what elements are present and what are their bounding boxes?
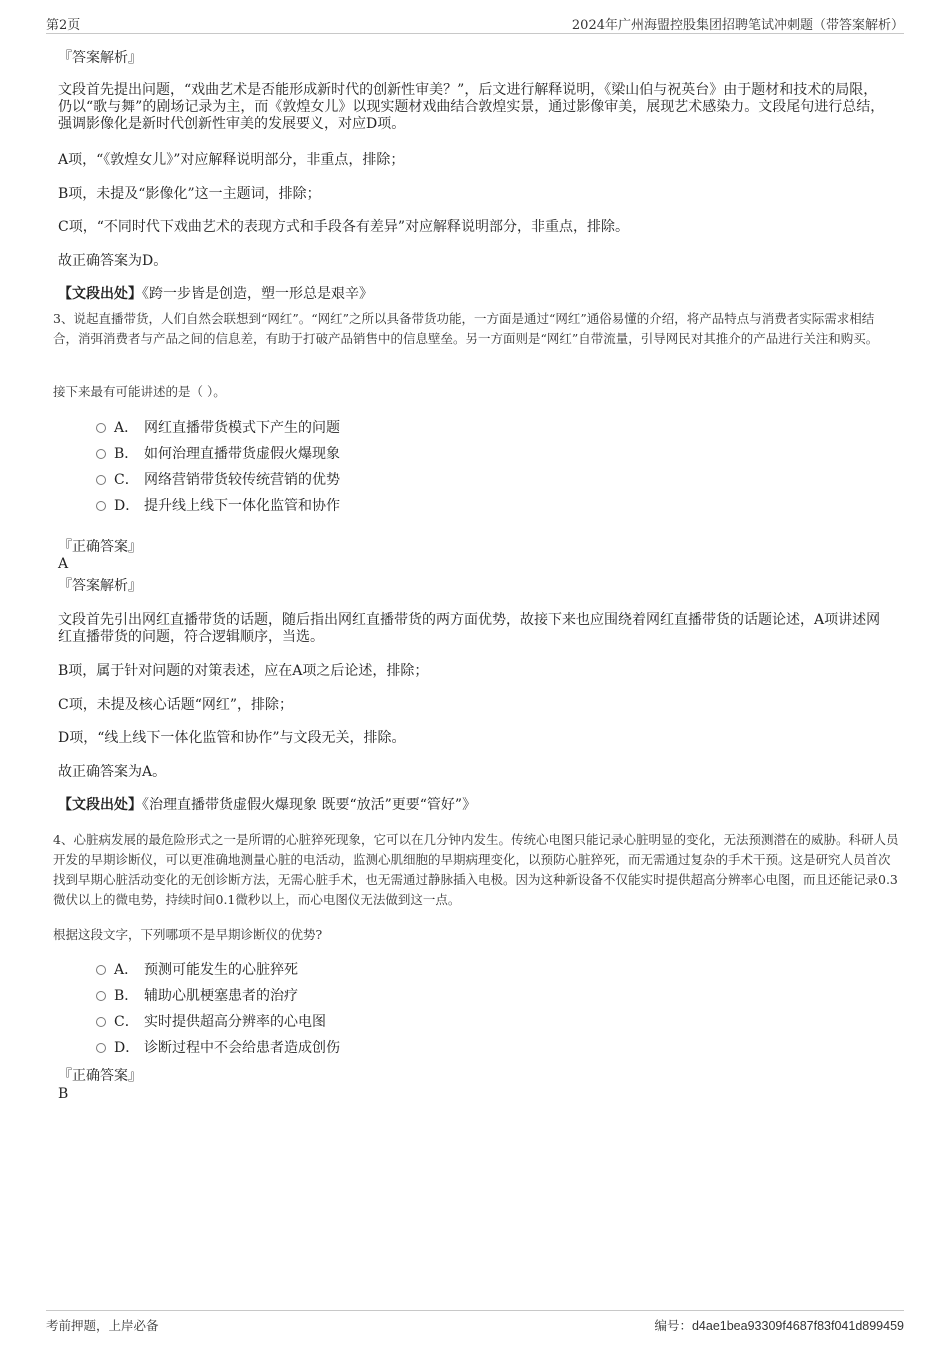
q3-answer-title: 『正确答案』 bbox=[58, 539, 142, 555]
q2-option-b-analysis: B项，未提及“影像化”这一主题词，排除； bbox=[58, 186, 321, 202]
q3-source-label: 【文段出处】 bbox=[58, 797, 142, 813]
q3-option-c[interactable]: C． 网络营销带货较传统营销的优势 bbox=[96, 471, 340, 489]
q2-analysis-title: 『答案解析』 bbox=[58, 50, 142, 66]
radio-icon[interactable] bbox=[96, 449, 106, 459]
q4-stem: 4、心脏病发展的最危险形式之一是所谓的心脏猝死现象，它可以在几分钟内发生。传统心电图只能记录心脏明显的变化，无法预测潜在的威胁。科研人员开发的早期诊断仪，可以更准确地测量心脏的电活动，监测心肌细胞的早期病理变化，以预防心脏猝死，而无需通过复杂的手术干预。这是研究人员首次找到早期心脏活动变化的无创诊断方法，无需心脏手术，也无需通过静脉插入电极。因为这种新设备不仅能实时提供超高分辨率心电图，而且还能记录0.3微伏以上的微电势，持续时间0.1微秒以上，而心电图仪无法做到这一点。 bbox=[53, 832, 899, 907]
q4-answer: B bbox=[58, 1086, 69, 1102]
q2-source-text: 《跨一步皆是创造，塑一形总是艰辛》 bbox=[142, 286, 373, 302]
radio-icon[interactable] bbox=[96, 1017, 106, 1027]
q3-source-text: 《治理直播带货虚假火爆现象 既要“放活”更要“管好”》 bbox=[142, 797, 477, 813]
document-code-value: d4ae1bea93309f4687f83f041d899459 bbox=[691, 1319, 904, 1333]
radio-icon[interactable] bbox=[96, 991, 106, 1001]
q4-option-b[interactable]: B． 辅助心肌梗塞患者的治疗 bbox=[96, 987, 298, 1005]
document-code: 编号：d4ae1bea93309f4687f83f041d899459 bbox=[654, 1318, 904, 1333]
q3-stem: 3、说起直播带货，人们自然会联想到“网红”。“网红”之所以具备带货功能，一方面是通过“网红”通俗易懂的介绍，将产品特点与消费者实际需求相结合，消弭消费者与产品之间的信息差，有助于打破产品销售中的信息壁垒。另一方面则是“网红”自带流量，引导网民对其推介的产品进行关注和购买。 bbox=[53, 311, 879, 346]
footer-slogan: 考前押题，上岸必备 bbox=[46, 1318, 159, 1333]
q2-source bbox=[58, 286, 888, 303]
q3-option-d[interactable]: D． 提升线上线下一体化监管和协作 bbox=[96, 497, 340, 515]
q3-option-b[interactable]: B． 如何治理直播带货虚假火爆现象 bbox=[96, 445, 340, 463]
radio-icon[interactable] bbox=[96, 475, 106, 485]
q4-option-c[interactable]: C． 实时提供超高分辨率的心电图 bbox=[96, 1013, 326, 1031]
q2-analysis-paragraph: 文段首先提出问题，“戏曲艺术是否能形成新时代的创新性审美？”，后文进行解释说明，《梁山伯与祝英台》由于题材和技术的局限，仍以“歌与舞”的剧场记录为主，而《敦煌女儿》以现实题材戏曲结合敦煌实景，通过影像审美，展现艺术感染力。文段尾句进行总结，强调影像化是新时代创新性审美的发展要义，对应D项。 bbox=[58, 82, 885, 132]
q2-option-a-analysis: A项，“《敦煌女儿》”对应解释说明部分，非重点，排除； bbox=[58, 152, 405, 168]
page-number: 第2页 bbox=[46, 18, 81, 33]
q4-question: 根据这段文字，下列哪项不是早期诊断仪的优势? bbox=[53, 927, 323, 942]
page-footer bbox=[46, 1310, 904, 1334]
q4-option-d[interactable]: D． 诊断过程中不会给患者造成创伤 bbox=[96, 1039, 340, 1057]
page-header bbox=[46, 14, 904, 34]
q2-source-label: 【文段出处】 bbox=[58, 286, 142, 302]
q3-conclusion: 故正确答案为A。 bbox=[58, 764, 167, 780]
q3-option-d-analysis: D项，“线上线下一体化监管和协作”与文段无关，排除。 bbox=[58, 730, 406, 746]
q3-question: 接下来最有可能讲述的是（ ）。 bbox=[53, 384, 226, 399]
radio-icon[interactable] bbox=[96, 965, 106, 975]
q3-analysis-paragraph: 文段首先引出网红直播带货的话题，随后指出网红直播带货的两方面优势，故接下来也应围绕着网红直播带货的话题论述，A项讲述网红直播带货的问题，符合逻辑顺序，当选。 bbox=[58, 612, 881, 645]
q3-option-a[interactable]: A． 网红直播带货模式下产生的问题 bbox=[96, 419, 340, 437]
q2-option-c-analysis: C项，“不同时代下戏曲艺术的表现方式和手段各有差异”对应解释说明部分，非重点，排除。 bbox=[58, 219, 630, 235]
q3-option-b-analysis: B项，属于针对问题的对策表述，应在A项之后论述，排除； bbox=[58, 663, 429, 679]
document-title: 2024年广州海盟控股集团招聘笔试冲刺题（带答案解析） bbox=[571, 18, 904, 33]
radio-icon[interactable] bbox=[96, 423, 106, 433]
q4-option-a[interactable]: A． 预测可能发生的心脏猝死 bbox=[96, 961, 298, 979]
q3-source bbox=[58, 797, 888, 814]
q3-answer: A bbox=[58, 556, 69, 572]
q4-answer-title: 『正确答案』 bbox=[58, 1068, 142, 1084]
q3-option-c-analysis: C项，未提及核心话题“网红”，排除； bbox=[58, 697, 294, 713]
radio-icon[interactable] bbox=[96, 501, 106, 511]
radio-icon[interactable] bbox=[96, 1043, 106, 1053]
q3-analysis-title: 『答案解析』 bbox=[58, 578, 142, 594]
q2-conclusion: 故正确答案为D。 bbox=[58, 253, 168, 269]
